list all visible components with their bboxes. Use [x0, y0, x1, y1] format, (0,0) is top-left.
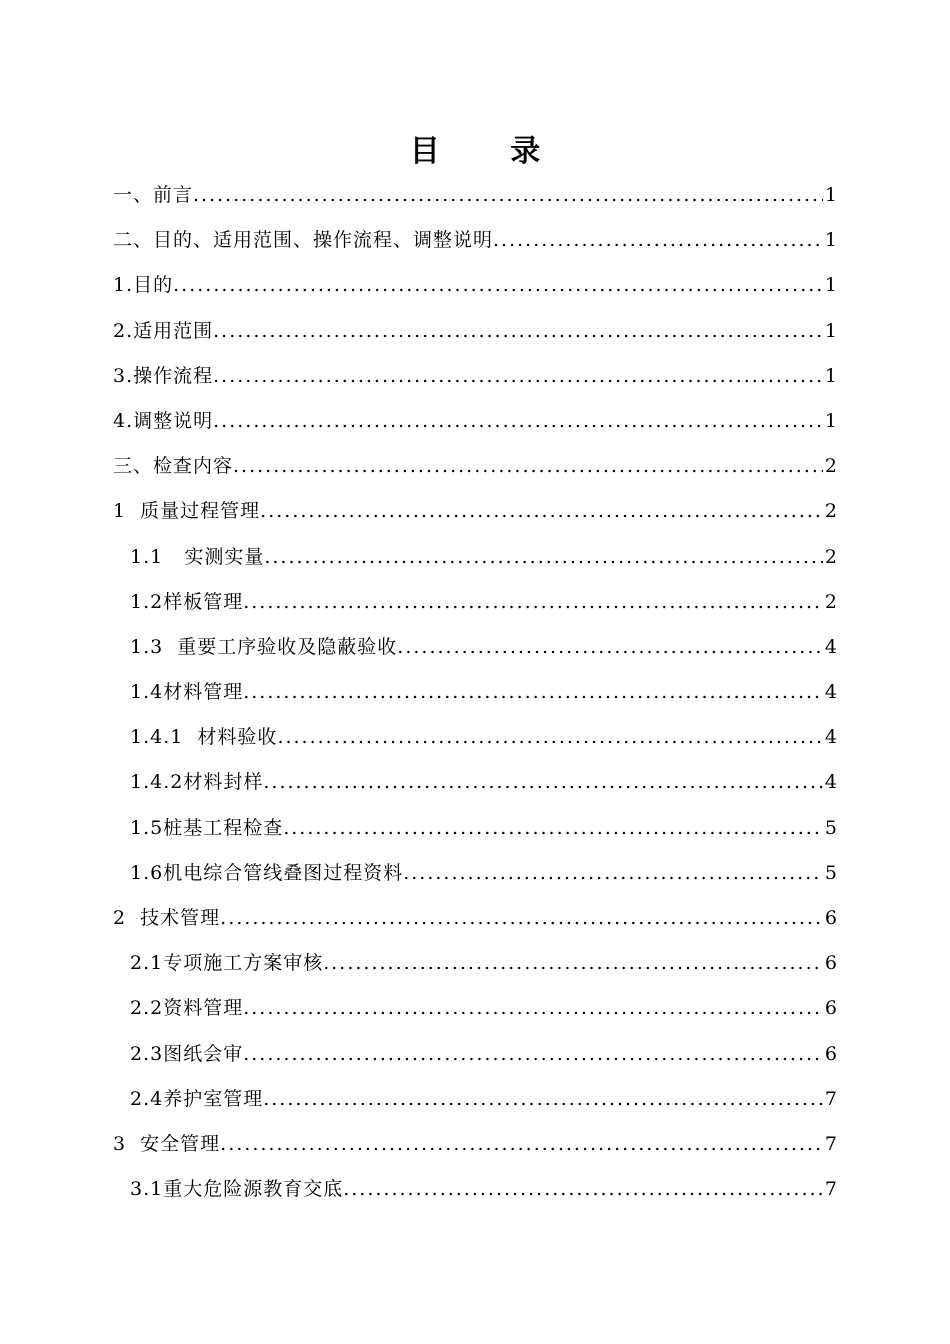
- toc-entry[interactable]: [113, 263, 837, 308]
- toc-entry-text: 2.适用范围: [113, 319, 214, 342]
- toc-dot-leader: [264, 535, 823, 580]
- toc-entry[interactable]: [113, 489, 837, 534]
- toc-entry[interactable]: [113, 354, 837, 399]
- toc-page-number: 1: [824, 409, 837, 432]
- toc-entry[interactable]: [113, 896, 837, 941]
- toc-entry-text: 1 质量过程管理: [113, 500, 261, 523]
- toc-entry-text: 1.2样板管理: [130, 590, 244, 613]
- toc-entry[interactable]: [113, 941, 837, 986]
- toc-entry[interactable]: [113, 1032, 837, 1077]
- toc-page-number: 2: [824, 545, 837, 568]
- toc-entry[interactable]: [113, 715, 837, 760]
- toc-entry-text: 1.4.2材料封样: [130, 771, 264, 794]
- toc-entry-text: 二、目的、适用范围、操作流程、调整说明: [113, 229, 494, 252]
- toc-entry[interactable]: [113, 444, 837, 489]
- toc-dot-leader: [213, 399, 823, 444]
- toc-page-number: 7: [824, 1132, 837, 1155]
- toc-entry-text: 4.调整说明: [113, 409, 214, 432]
- toc-dot-leader: [233, 444, 823, 489]
- toc-entry-text: 2.2资料管理: [130, 997, 244, 1020]
- toc-entry[interactable]: [113, 218, 837, 263]
- toc-entry-text: 1.4.1 材料验收: [130, 726, 278, 749]
- toc-entry[interactable]: [113, 760, 837, 805]
- toc-page-number: 4: [824, 635, 837, 658]
- toc-entry-text: 三、检查内容: [113, 455, 234, 478]
- toc-dot-leader: [323, 941, 823, 986]
- toc-dot-leader: [260, 489, 823, 534]
- toc-dot-leader: [213, 309, 823, 354]
- toc-page-number: 2: [824, 500, 837, 523]
- toc-entry[interactable]: [113, 309, 837, 354]
- toc-page-number: 5: [824, 861, 837, 884]
- toc-entry-text: 1.5桩基工程检查: [130, 816, 284, 839]
- toc-page-number: 6: [824, 1042, 837, 1065]
- toc-dot-leader: [193, 173, 823, 218]
- toc-entry-text: 2.1专项施工方案审核: [130, 952, 324, 975]
- toc-page-number: 1: [824, 229, 837, 252]
- toc-dot-leader: [243, 1032, 823, 1077]
- toc-dot-leader: [283, 806, 823, 851]
- toc-page-number: 6: [824, 952, 837, 975]
- toc-dot-leader: [493, 218, 823, 263]
- toc-page-number: 7: [824, 1087, 837, 1110]
- toc-entry-text: 一、前言: [113, 184, 194, 206]
- toc-entry[interactable]: [113, 399, 837, 444]
- toc-entry-text: 1.目的: [113, 274, 174, 297]
- toc-entry-text: 2 技术管理: [113, 907, 221, 929]
- toc-page-number: 4: [824, 726, 837, 749]
- toc-entry-text: 2.3图纸会审: [130, 1042, 244, 1065]
- toc-entry-text: 1.1 实测实量: [130, 545, 265, 568]
- toc-dot-leader: [403, 851, 823, 896]
- toc-dot-leader: [243, 986, 823, 1031]
- toc-list: [113, 173, 837, 1212]
- toc-dot-leader: [397, 625, 823, 670]
- toc-page-number: 2: [824, 455, 837, 478]
- toc-dot-leader: [213, 354, 823, 399]
- toc-entry[interactable]: [113, 670, 837, 715]
- toc-entry-text: 2.4养护室管理: [130, 1087, 264, 1110]
- toc-entry-text: 3.操作流程: [113, 364, 214, 387]
- toc-page-number: 4: [824, 771, 837, 794]
- toc-entry[interactable]: [113, 806, 837, 851]
- toc-entry-text: 1.6机电综合管线叠图过程资料: [130, 861, 404, 884]
- toc-dot-leader: [263, 1077, 823, 1122]
- toc-entry[interactable]: [113, 1167, 837, 1212]
- toc-dot-leader: [220, 1122, 823, 1167]
- toc-entry-text: 3 安全管理: [113, 1132, 221, 1155]
- toc-entry[interactable]: [113, 580, 837, 625]
- toc-entry[interactable]: [113, 1122, 837, 1167]
- toc-page-number: 2: [824, 590, 837, 613]
- toc-entry[interactable]: [113, 1077, 837, 1122]
- toc-entry[interactable]: [113, 851, 837, 896]
- toc-entry[interactable]: [113, 625, 837, 670]
- toc-page-number: 4: [824, 681, 837, 704]
- toc-page-number: 5: [824, 816, 837, 839]
- toc-dot-leader: [263, 760, 823, 805]
- toc-dot-leader: [277, 715, 822, 760]
- toc-dot-leader: [243, 580, 823, 625]
- toc-page-number: 1: [824, 319, 837, 342]
- toc-dot-leader: [243, 670, 823, 715]
- toc-entry[interactable]: [113, 535, 837, 580]
- toc-dot-leader: [343, 1167, 823, 1212]
- toc-page-number: 1: [824, 184, 837, 206]
- toc-page-number: 6: [824, 907, 837, 929]
- toc-page-number: 1: [824, 274, 837, 297]
- toc-page-number: 6: [824, 997, 837, 1020]
- toc-entry-text: 1.3 重要工序验收及隐蔽验收: [130, 635, 398, 658]
- toc-entry[interactable]: [113, 173, 837, 218]
- toc-page-number: 7: [824, 1178, 837, 1201]
- toc-entry-text: 3.1重大危险源教育交底: [130, 1178, 344, 1201]
- toc-dot-leader: [220, 896, 823, 941]
- toc-title: 目 录: [409, 134, 571, 169]
- toc-page-number: 1: [824, 364, 837, 387]
- toc-entry[interactable]: [113, 986, 837, 1031]
- toc-entry-text: 1.4材料管理: [130, 681, 244, 704]
- toc-dot-leader: [173, 263, 823, 308]
